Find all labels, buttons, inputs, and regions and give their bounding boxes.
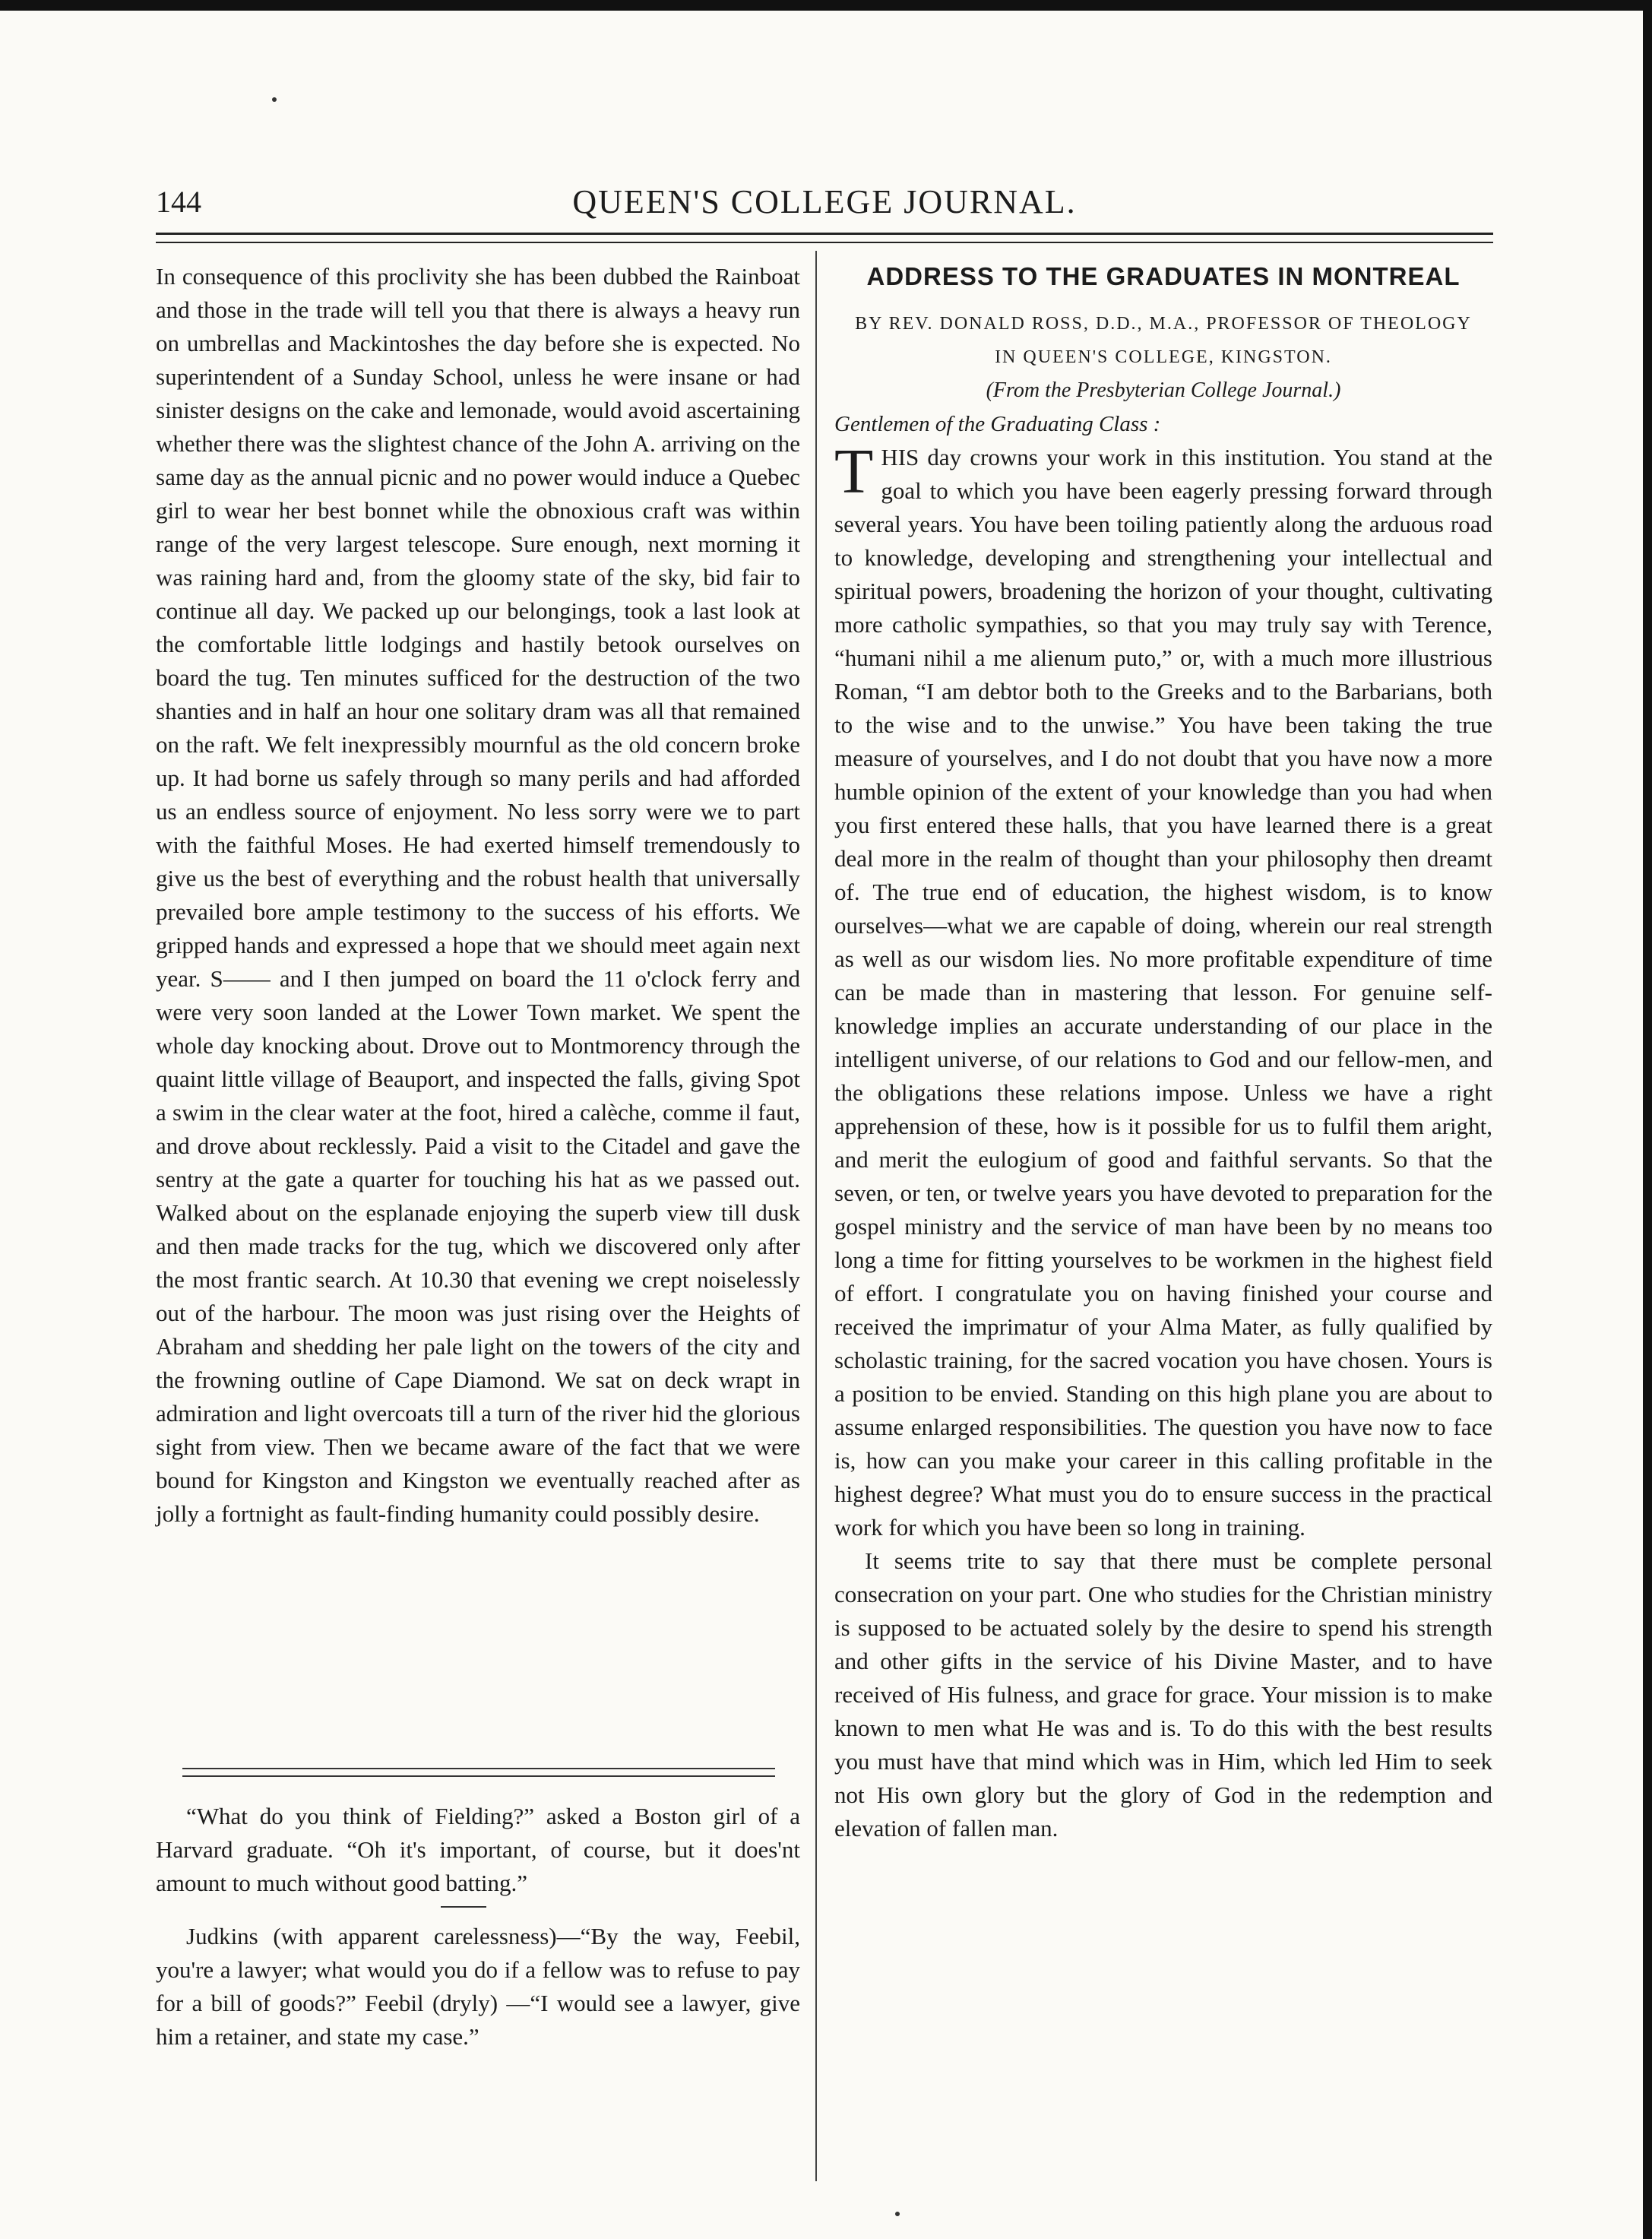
scan-speck (272, 97, 277, 102)
article-paragraph (834, 436, 1492, 1544)
article-paragraph-text: HIS day crowns your work in this institution. You stand at the goal to which you have been eagerly pressing forward through several years. You have been toiling patiently along the arduous road to knowledge, developing and strengthening your intellectual and spiritual powers, broadening the horizon of your thought, cultivating more catholic sympathies, so that you may truly say with Terence, “humani nihil a me alienum puto,” or, with a much more illustrious Roman, “I am debtor both to the Greeks and to the Barbarians, both to the wise and to the unwise.” You have been taking the true measure of yourselves, and I do not doubt that you have now a more humble opinion of the extent of your knowledge than you had when you first entered these halls, that you have learned there is a great deal more in the realm of thought than your philosophy then dreamt of. The true end of education, the highest wisdom, is to know ourselves—what we are capable of doing, wherein our real strength as well as our wisdom lies. No more profitable expenditure of time can be made than in mastering that lesson. For genuine self-knowledge implies an accurate understanding of our place in the intelligent universe, of our relations to God and our fellow-men, and the obligations these relations impose. Unless we have a right apprehension of these, how is it possible for us to fulfil them aright, and merit the eulogium of good and faithful servants. So that the seven, or ten, or twelve years you have devoted to preparation for the gospel ministry and the service of man have been by no means too long a time for fitting yourselves to be workmen in the highest field of effort. I congratulate you on having finished your course and received the imprimatur of your Alma Mater, as fully qualified by scholastic training, for the sacred vocation you have chosen. Yours is a position to be envied. Standing on this high plane you are about to assume enlarged responsibilities. The question you have now to face is, how can you make your career in this calling profitable in the highest degree? What must you do to ensure success in the practical work for which you have been so long in training. (834, 444, 1492, 1541)
joke-lawyer (156, 1920, 800, 2054)
joke-text: “What do you think of Fielding?” asked a Boston girl of a Harvard graduate. “Oh it's important, of course, but it does'nt amount to much without good batting.” (156, 1803, 800, 1896)
article-title: ADDRESS TO THE GRADUATES IN MONTREAL (866, 262, 1461, 290)
header-rule-thick (156, 233, 1493, 235)
article-source: (From the Presbyterian College Journal.) (986, 378, 1341, 402)
article-byline: BY REV. DONALD ROSS, D.D., M.A., PROFESSOR OF THEOLOGY (855, 314, 1472, 334)
scan-speck (895, 2212, 900, 2216)
section-divider-top (182, 1768, 775, 1769)
left-column (156, 260, 800, 1531)
article-paragraph: It seems trite to say that there must be complete personal consecration on your part. One who studies for the Christian ministry is supposed to be actuated solely by the desire to spend his strength and other gifts in the service of his Divine Master, and to have received of His fulness, and grace for grace. Your mission is to make known to men what He was and is. To do this with the best results you must have that mind which was in Him, which led Him to seek not His own glory but the glory of God in the redemption and elevation of fallen man. (834, 1547, 1492, 1842)
journal-title: QUEEN'S COLLEGE JOURNAL. (572, 183, 1077, 220)
left-column-text: In consequence of this proclivity she has been dubbed the Rainboat and those in the trade will tell you that there is always a heavy run on umbrellas and Mackintoshes the day before she is expected. No superintendent of a Sunday School, unless he were insane or had sinister designs on the cake and lemonade, would avoid ascertaining whether there was the slightest chance of the John A. arriving on the same day as the annual picnic and no power would induce a Quebec girl to wear her best bonnet while the obnoxious craft was within range of the very largest telescope. Sure enough, next morning it was raining hard and, from the gloomy state of the sky, bid fair to continue all day. We packed up our belongings, took a last look at the comfortable little lodgings and hastily betook ourselves on board the tug. Ten minutes sufficed for the destruction of the two shanties and in half an hour one solitary dram was all that remained on the raft. We felt inexpressibly mournful as the old concern broke up. It had borne us safely through so many perils and had afforded us an endless source of enjoyment. No less sorry were we to part with the faithful Moses. He had exerted himself tremendously to give us the best of everything and the robust health that universally prevailed bore ample testimony to the success of his efforts. We gripped hands and expressed a hope that we should meet again next year. S—— and I then jumped on board the 11 o'clock ferry and were very soon landed at the Lower Town market. We spent the whole day knocking about. Drove out to Montmorency through the quaint little village of Beauport, and inspected the falls, giving Spot a swim in the clear water at the foot, hired a calèche, comme il faut, and drove about recklessly. Paid a visit to the Citadel and gave the sentry at the gate a quarter for touching his hat as we passed out. Walked about on the esplanade enjoying the superb view till dusk and then made tracks for the tug, which we discovered only after the most frantic search. At 10.30 that evening we crept noiselessly out of the harbour. The moon was just rising over the Heights of Abraham and shedding her pale light on the towers of the city and the frowning outline of Cape Diamond. We sat on deck wrapt in admiration and light overcoats till a turn of the river hid the glorious sight from view. Then we became aware of the fact that we were bound for Kingston and Kingston we eventually reached after as jolly a fortnight as fault-finding humanity could possibly desire. (156, 263, 800, 1527)
right-column (834, 260, 1492, 1845)
scan-border-top (0, 0, 1652, 11)
page-header (156, 173, 1493, 226)
scan-border-right (1643, 0, 1652, 2239)
article-salutation: Gentlemen of the Graduating Class : (834, 412, 1161, 436)
joke-text: Judkins (with apparent carelessness)—“By the way, Feebil, you're a lawyer; what would you do if a fellow was to refuse to pay for a bill of goods?” Feebil (dryly) —“I would see a lawyer, give him a retainer, and state my case.” (156, 1923, 800, 2050)
joke-fielding (156, 1800, 800, 1900)
page-number: 144 (156, 185, 201, 219)
joke-divider (441, 1906, 486, 1908)
column-separator (815, 251, 817, 2181)
drop-cap: T (834, 436, 874, 507)
header-rule-thin (156, 242, 1493, 243)
section-divider-bottom (182, 1775, 775, 1777)
article-byline-affiliation: IN QUEEN'S COLLEGE, KINGSTON. (995, 347, 1332, 367)
